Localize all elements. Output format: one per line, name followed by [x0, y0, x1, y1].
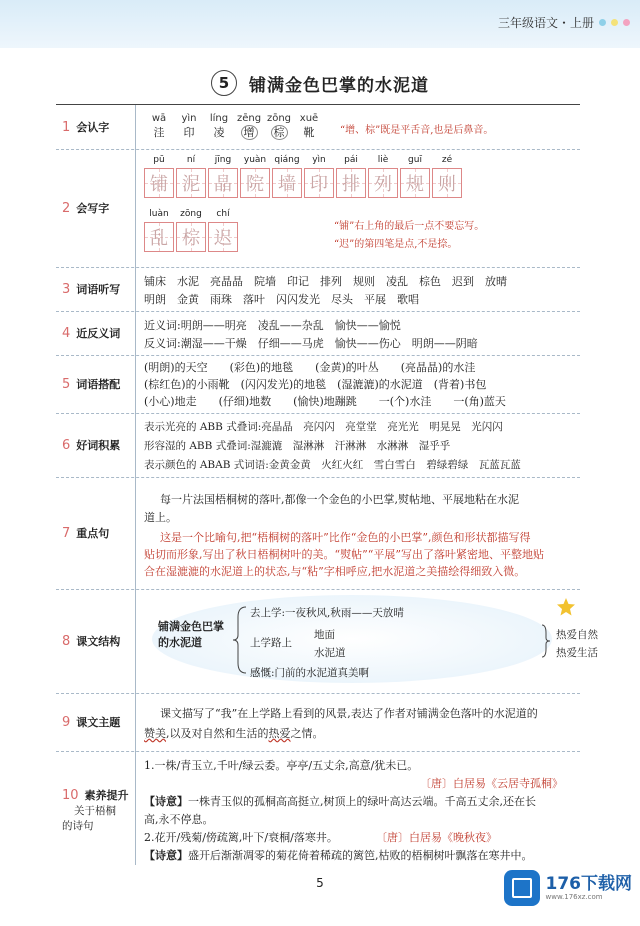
poem-2-meaning: 【诗意】盛开后渐渐凋零的菊花倚着稀疏的篱笆,枯败的梧桐树叶飘落在寒井中。 [144, 849, 533, 862]
recognize-content [144, 105, 576, 149]
row-number: 2 [62, 200, 71, 216]
lesson-heading [0, 66, 640, 100]
row-dictation [56, 267, 580, 312]
row-keysentence [56, 477, 580, 590]
char-item: zōng 棕 [266, 113, 292, 139]
recognize-note: “增、棕”既是平舌音,也是后鼻音。 [340, 125, 494, 136]
structure-item-3: 感慨:门前的水泥道真美啊 [250, 667, 370, 679]
structure-brace [232, 605, 248, 675]
cube-icon [504, 870, 540, 906]
row-label [56, 413, 136, 477]
collocation-line-3: (小心)地走 (仔细)地数 (愉快)地蹦跳 一(个)水洼 一(角)蓝天 [144, 395, 506, 408]
row-title: 重点句 [76, 527, 110, 540]
writing-cell: zé 则 [432, 155, 462, 198]
structure-item-2a: 地面 [314, 629, 335, 641]
structure-right-1: 热爱自然 [556, 629, 598, 641]
keysentence-text-1: 每一片法国梧桐树的落叶,都像一个金色的小巴掌,熨帖地、平展地粘在水泥 [160, 493, 519, 506]
lesson-title: 铺满金色巴掌的水泥道 [249, 75, 429, 96]
writing-cell: jīng 晶 [208, 155, 238, 198]
row-title: 近反义词 [76, 327, 121, 340]
row-label [56, 311, 136, 355]
row-number: 4 [62, 325, 71, 341]
synonyms-line-2: 反义词:潮湿——干燥 仔细——马虎 愉快——伤心 明朗——阴暗 [144, 337, 478, 350]
leaf-icon [556, 597, 576, 617]
grade-label: 三年级语文・上册 [497, 16, 594, 30]
write-grid-2 [144, 209, 238, 252]
row-title: 会写字 [76, 202, 110, 215]
row-number: 3 [62, 281, 71, 297]
row-synonyms [56, 311, 580, 356]
write-note-1: “铺”右上角的最后一点不要忘写。 [334, 221, 485, 232]
row-label [56, 355, 136, 413]
structure-right-2: 热爱生活 [556, 647, 598, 659]
structure-item-2b: 水泥道 [314, 647, 346, 659]
row-label [56, 105, 136, 149]
goodwords-line-3: 表示颜色的 ABAB 式词语:金黄金黄 火红火红 雪白雪白 碧绿碧绿 瓦蓝瓦蓝 [144, 459, 521, 471]
synonyms-content [144, 311, 576, 355]
extension-content [144, 751, 576, 865]
poem-1-meaning: 【诗意】一株青玉似的孤桐高高挺立,树顶上的绿叶高达云端。千高五丈余,还在长 [144, 795, 536, 808]
char-item: líng 凌 [209, 113, 229, 139]
row-title: 词语搭配 [76, 378, 121, 391]
row-label [56, 589, 136, 693]
dot-yellow [611, 19, 618, 26]
row-collocation [56, 355, 580, 414]
worksheet-table [56, 104, 598, 865]
char-item: xuē 靴 [299, 113, 319, 139]
writing-cell: ní 泥 [176, 155, 206, 198]
row-number: 9 [62, 714, 71, 730]
dot-pink [623, 19, 630, 26]
header-bar [0, 0, 640, 48]
structure-item-1: 去上学:一夜秋风,秋雨——天放晴 [250, 607, 404, 619]
collocation-line-2: (棕红色)的小雨靴 (闪闪发光)的地毯 (湿漉漉)的水泥道 (背着)书包 [144, 378, 487, 391]
row-number: 7 [62, 525, 71, 541]
goodwords-line-2: 形容湿的 ABB 式叠词:湿漉漉 湿淋淋 汗淋淋 水淋淋 湿乎乎 [144, 440, 451, 452]
theme-text-2: 赞美,以及对自然和生活的热爱之情。 [144, 727, 324, 740]
collocation-content [144, 355, 576, 413]
structure-brace-right [540, 623, 552, 659]
keysentence-note-2: 贴切而形象,写出了秋日梧桐树叶的美。“熨帖”“平展”写出了落叶紧密地、平整地贴 [144, 548, 544, 561]
row-number: 8 [62, 633, 71, 649]
row-extension [56, 751, 580, 865]
row-number: 10 [62, 787, 79, 803]
brand-logo[interactable] [504, 870, 633, 906]
writing-cell: guī 规 [400, 155, 430, 198]
row-label [56, 267, 136, 311]
write-note-2: “迟”的第四笔是点,不是捺。 [334, 239, 458, 250]
row-recognize [56, 105, 580, 150]
row-title: 词语听写 [76, 283, 121, 296]
char-item: yìn 印 [181, 113, 197, 139]
writing-cell: pū 铺 [144, 155, 174, 198]
writing-cell: yuàn 院 [240, 155, 270, 198]
row-title: 好词积累 [76, 439, 121, 452]
poem-1-source: 〔唐〕白居易《云居寺孤桐》 [420, 777, 563, 790]
row-title: 素养提升 [84, 788, 129, 802]
row-title: 课文主题 [76, 716, 121, 729]
theme-content [144, 693, 576, 751]
row-number: 5 [62, 376, 71, 392]
brand-name: 176下载网 [545, 873, 632, 894]
keysentence-note-3: 合在湿漉漉的水泥道上的状态,与“粘”字相呼应,把水泥道之美描绘得细致入微。 [144, 565, 526, 578]
writing-cell: chí 迟 [208, 209, 238, 252]
char-item: wā 洼 [151, 113, 167, 139]
writing-cell: liè 列 [368, 155, 398, 198]
row-theme [56, 693, 580, 752]
header-dots [599, 19, 630, 26]
dictation-content [144, 267, 576, 311]
row-structure [56, 589, 598, 694]
collocation-line-1: (明朗)的天空 (彩色)的地毯 (金黄)的叶丛 (亮晶晶)的水洼 [144, 361, 476, 374]
poem-2: 2.花开/残菊/傍疏篱,叶下/衰桐/落寒井。 [144, 831, 338, 844]
row-subtitle-1: 关于梧桐 [74, 804, 116, 817]
dot-blue [599, 19, 606, 26]
keysentence-content [144, 477, 576, 589]
keysentence-note-1: 这是一个比喻句,把“梧桐树的落叶”比作“金色的小巴掌”,颜色和形状都描写得 [160, 531, 531, 544]
row-title: 会认字 [76, 121, 110, 134]
writing-cell: pái 排 [336, 155, 366, 198]
row-number: 6 [62, 437, 71, 453]
row-label [56, 149, 136, 267]
writing-cell: luàn 乱 [144, 209, 174, 252]
row-goodwords [56, 413, 580, 478]
page-number: 5 [316, 876, 324, 890]
structure-item-2: 上学路上 [250, 637, 292, 649]
writing-cell: yìn 印 [304, 155, 334, 198]
writing-cell: zōng 棕 [176, 209, 206, 252]
goodwords-content [144, 413, 576, 477]
lesson-number: 5 [211, 70, 237, 96]
dictation-line-2: 明朗 金黄 雨珠 落叶 闪闪发光 尽头 平展 歌唱 [144, 293, 419, 306]
writing-cell: qiáng 墙 [272, 155, 302, 198]
row-label [56, 477, 136, 589]
goodwords-line-1: 表示光亮的 ABB 式叠词:亮晶晶 亮闪闪 亮堂堂 亮光光 明晃晃 光闪闪 [144, 421, 503, 433]
structure-content [144, 589, 598, 693]
structure-center: 铺满金色巴掌的水泥道 [158, 620, 224, 649]
row-write [56, 149, 580, 268]
row-number: 1 [62, 119, 71, 135]
synonyms-line-1: 近义词:明朗——明亮 凌乱——杂乱 愉快——愉悦 [144, 319, 401, 332]
poem-1: 1.一株/青玉立,千叶/绿云委。亭亭/五丈余,高意/犹未已。 [144, 759, 419, 772]
row-label [56, 751, 136, 865]
row-label [56, 693, 136, 751]
theme-text-1: 课文描写了“我”在上学路上看到的风景,表达了作者对铺满金色落叶的水泥道的 [160, 707, 538, 720]
row-title: 课文结构 [76, 635, 121, 648]
write-grid-1 [144, 155, 462, 198]
write-content [144, 149, 576, 267]
poem-1-meaning-2: 高,永不停息。 [144, 813, 214, 826]
row-subtitle-2: 的诗句 [62, 819, 94, 832]
poem-2-source: 〔唐〕白居易《晚秋夜》 [376, 831, 497, 844]
dictation-line-1: 铺床 水泥 亮晶晶 院墙 印记 排列 规则 凌乱 棕色 迟到 放晴 [144, 275, 507, 288]
char-item: zēng 增 [236, 113, 262, 139]
brand-url: www.176xz.com [545, 892, 603, 901]
keysentence-text-2: 道上。 [144, 511, 177, 524]
